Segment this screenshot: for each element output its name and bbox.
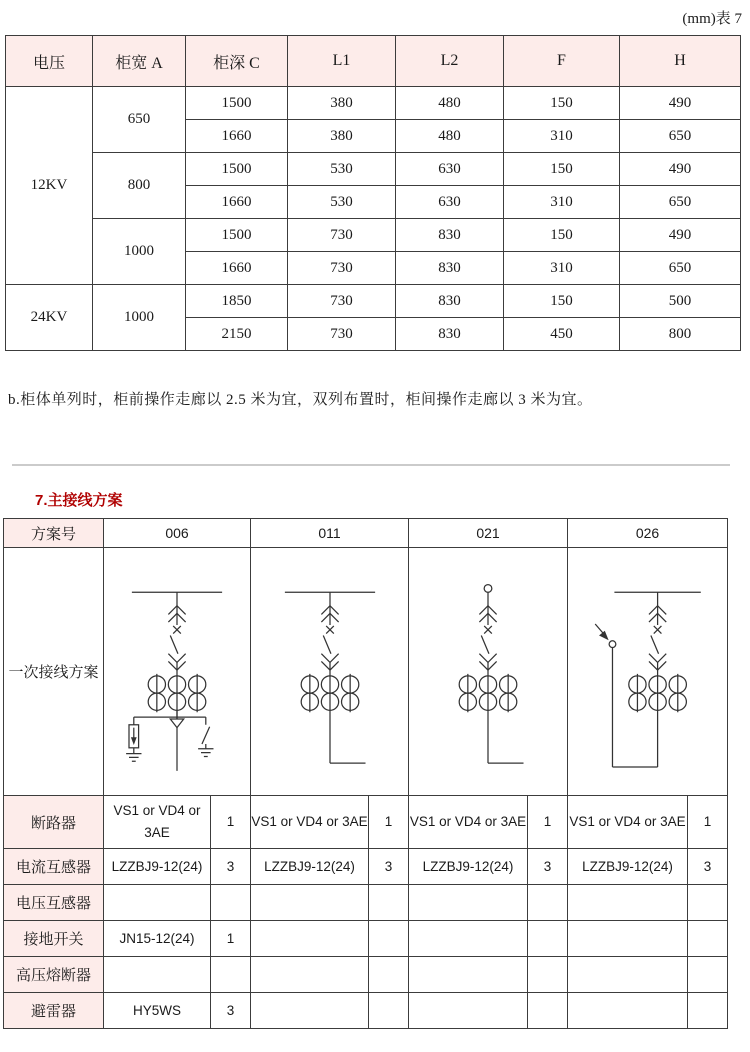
component-row-current-transformer (4, 849, 728, 885)
cell-qty: 1 (688, 796, 728, 849)
cell-qty: 3 (688, 849, 728, 885)
cell-model: VS1 or VD4 or 3AE (568, 796, 688, 849)
cell-model: HY5WS (104, 993, 211, 1029)
header-f: F (504, 36, 620, 87)
cell: 310 (504, 186, 620, 219)
cell: 150 (504, 153, 620, 186)
cell: 1500 (186, 153, 288, 186)
cell: 1500 (186, 219, 288, 252)
cell-model (409, 921, 528, 957)
cell: 650 (620, 252, 741, 285)
cell-qty (369, 993, 409, 1029)
cell-model (409, 993, 528, 1029)
width-group-1000-24kv: 1000 (93, 285, 186, 351)
cell-model (104, 957, 211, 993)
cell-qty (369, 957, 409, 993)
cell-qty (211, 885, 251, 921)
cell: 800 (620, 318, 741, 351)
cell-qty (528, 957, 568, 993)
width-group-800: 800 (93, 153, 186, 219)
cell: 150 (504, 285, 620, 318)
cell: 1660 (186, 120, 288, 153)
cell-model (568, 993, 688, 1029)
breaker-blade-icon (323, 636, 331, 654)
scheme-011-header: 011 (251, 519, 409, 548)
cell: 1660 (186, 186, 288, 219)
row-label: 电压互感器 (4, 885, 104, 921)
header-cabinet-width: 柜宽 A (93, 36, 186, 87)
header-h: H (620, 36, 741, 87)
cell-qty: 3 (369, 849, 409, 885)
component-row-surge-arrester (4, 993, 728, 1029)
cell: 310 (504, 252, 620, 285)
branch-bus (134, 717, 206, 725)
cell: 630 (396, 153, 504, 186)
component-row-earthing-switch (4, 921, 728, 957)
cell: 1500 (186, 87, 288, 120)
cell-model (251, 957, 369, 993)
scheme-006-header: 006 (104, 519, 251, 548)
cell-qty: 1 (211, 796, 251, 849)
cell: 730 (288, 219, 396, 252)
earthing-switch-icon (198, 727, 213, 757)
cell: 1850 (186, 285, 288, 318)
section-divider (12, 464, 730, 466)
scheme-header-row (4, 519, 728, 548)
header-voltage: 电压 (6, 36, 93, 87)
row-label: 断路器 (4, 796, 104, 849)
cell: 450 (504, 318, 620, 351)
cell-qty: 1 (528, 796, 568, 849)
single-line-diagram-021 (409, 548, 568, 796)
row-label: 接地开关 (4, 921, 104, 957)
scheme-number-label: 方案号 (4, 519, 104, 548)
row-label: 避雷器 (4, 993, 104, 1029)
cell: 830 (396, 219, 504, 252)
cell: 730 (288, 252, 396, 285)
table-row (6, 153, 741, 186)
voltage-group-24kv: 24KV (6, 285, 93, 351)
cell: 150 (504, 87, 620, 120)
header-l2: L2 (396, 36, 504, 87)
single-line-diagram-006 (104, 548, 251, 796)
single-line-diagram-011 (251, 548, 409, 796)
cell: 730 (288, 285, 396, 318)
cell-model (568, 957, 688, 993)
row-label: 电流互感器 (4, 849, 104, 885)
cell-qty (369, 921, 409, 957)
row-label: 高压熔断器 (4, 957, 104, 993)
cell-model: VS1 or VD4 or 3AE (251, 796, 369, 849)
cell-model (251, 885, 369, 921)
cell-qty (528, 993, 568, 1029)
voltage-group-12kv: 12KV (6, 87, 93, 285)
table-caption: (mm)表 7 (682, 11, 742, 27)
breaker-blade-icon (481, 636, 489, 654)
cell-qty (688, 993, 728, 1029)
note-text: b.柜体单列时，柜前操作走廊以 2.5 米为宜，双列布置时，柜间操作走廊以 3 米为宜。 (8, 392, 593, 408)
cable-outgoing-icon (170, 710, 183, 770)
header-l1: L1 (288, 36, 396, 87)
width-group-1000: 1000 (93, 219, 186, 285)
scheme-021-header: 021 (409, 519, 568, 548)
cell: 500 (620, 285, 741, 318)
width-group-650: 650 (93, 87, 186, 153)
x-mark-icon (326, 626, 334, 634)
cell: 490 (620, 87, 741, 120)
table-row (6, 219, 741, 252)
breaker-blade-icon (650, 636, 658, 654)
header-cabinet-depth: 柜深 C (186, 36, 288, 87)
diagram-row (4, 548, 728, 796)
cell-model (568, 921, 688, 957)
cell-qty (688, 957, 728, 993)
component-row-breaker (4, 796, 728, 849)
cell: 630 (396, 186, 504, 219)
cell-qty: 3 (211, 849, 251, 885)
cell-model: LZZBJ9-12(24) (568, 849, 688, 885)
cell-qty (528, 921, 568, 957)
cell-model: VS1 or VD4 or 3AE (409, 796, 528, 849)
cell-model (251, 921, 369, 957)
cell: 480 (396, 120, 504, 153)
cell-model: LZZBJ9-12(24) (409, 849, 528, 885)
cell-model: LZZBJ9-12(24) (104, 849, 211, 885)
primary-wiring-label: 一次接线方案 (4, 548, 104, 796)
cell-qty (369, 885, 409, 921)
cell-model (409, 957, 528, 993)
cell: 830 (396, 252, 504, 285)
cell: 2150 (186, 318, 288, 351)
cell: 530 (288, 186, 396, 219)
cell-qty (528, 885, 568, 921)
dimension-table (5, 35, 741, 351)
single-line-diagram-026 (568, 548, 728, 796)
cell-model (251, 993, 369, 1029)
x-mark-icon (173, 626, 181, 634)
cell: 490 (620, 153, 741, 186)
test-terminal-icon (609, 641, 616, 648)
cell: 650 (620, 186, 741, 219)
cell-qty: 1 (211, 921, 251, 957)
component-row-voltage-transformer (4, 885, 728, 921)
cell: 730 (288, 318, 396, 351)
table-row (6, 87, 741, 120)
cell: 380 (288, 87, 396, 120)
cell-qty: 1 (369, 796, 409, 849)
cell-qty: 3 (528, 849, 568, 885)
incoming-terminal-icon (484, 585, 492, 593)
cell-qty (211, 957, 251, 993)
cell: 310 (504, 120, 620, 153)
cell: 650 (620, 120, 741, 153)
x-mark-icon (653, 626, 661, 634)
scheme-026-header: 026 (568, 519, 728, 548)
cell: 830 (396, 285, 504, 318)
cell: 530 (288, 153, 396, 186)
cell: 830 (396, 318, 504, 351)
arrow-icon (595, 624, 608, 640)
cell: 1660 (186, 252, 288, 285)
cell-model: JN15-12(24) (104, 921, 211, 957)
dimension-table-header-row (6, 36, 741, 87)
component-row-hv-fuse (4, 957, 728, 993)
cell-model: LZZBJ9-12(24) (251, 849, 369, 885)
cell-qty (688, 885, 728, 921)
surge-arrester-icon (126, 725, 141, 761)
cell: 480 (396, 87, 504, 120)
cell-model (409, 885, 528, 921)
scheme-table (3, 518, 728, 1029)
x-mark-icon (484, 626, 492, 634)
cell: 490 (620, 219, 741, 252)
cell-model (568, 885, 688, 921)
breaker-blade-icon (170, 636, 178, 654)
cell-qty (688, 921, 728, 957)
table-row (6, 285, 741, 318)
cell: 150 (504, 219, 620, 252)
cell-model: VS1 or VD4 or 3AE (104, 796, 211, 849)
cell-model (104, 885, 211, 921)
cell-qty: 3 (211, 993, 251, 1029)
section-heading: 7.主接线方案 (35, 492, 123, 509)
cell: 380 (288, 120, 396, 153)
